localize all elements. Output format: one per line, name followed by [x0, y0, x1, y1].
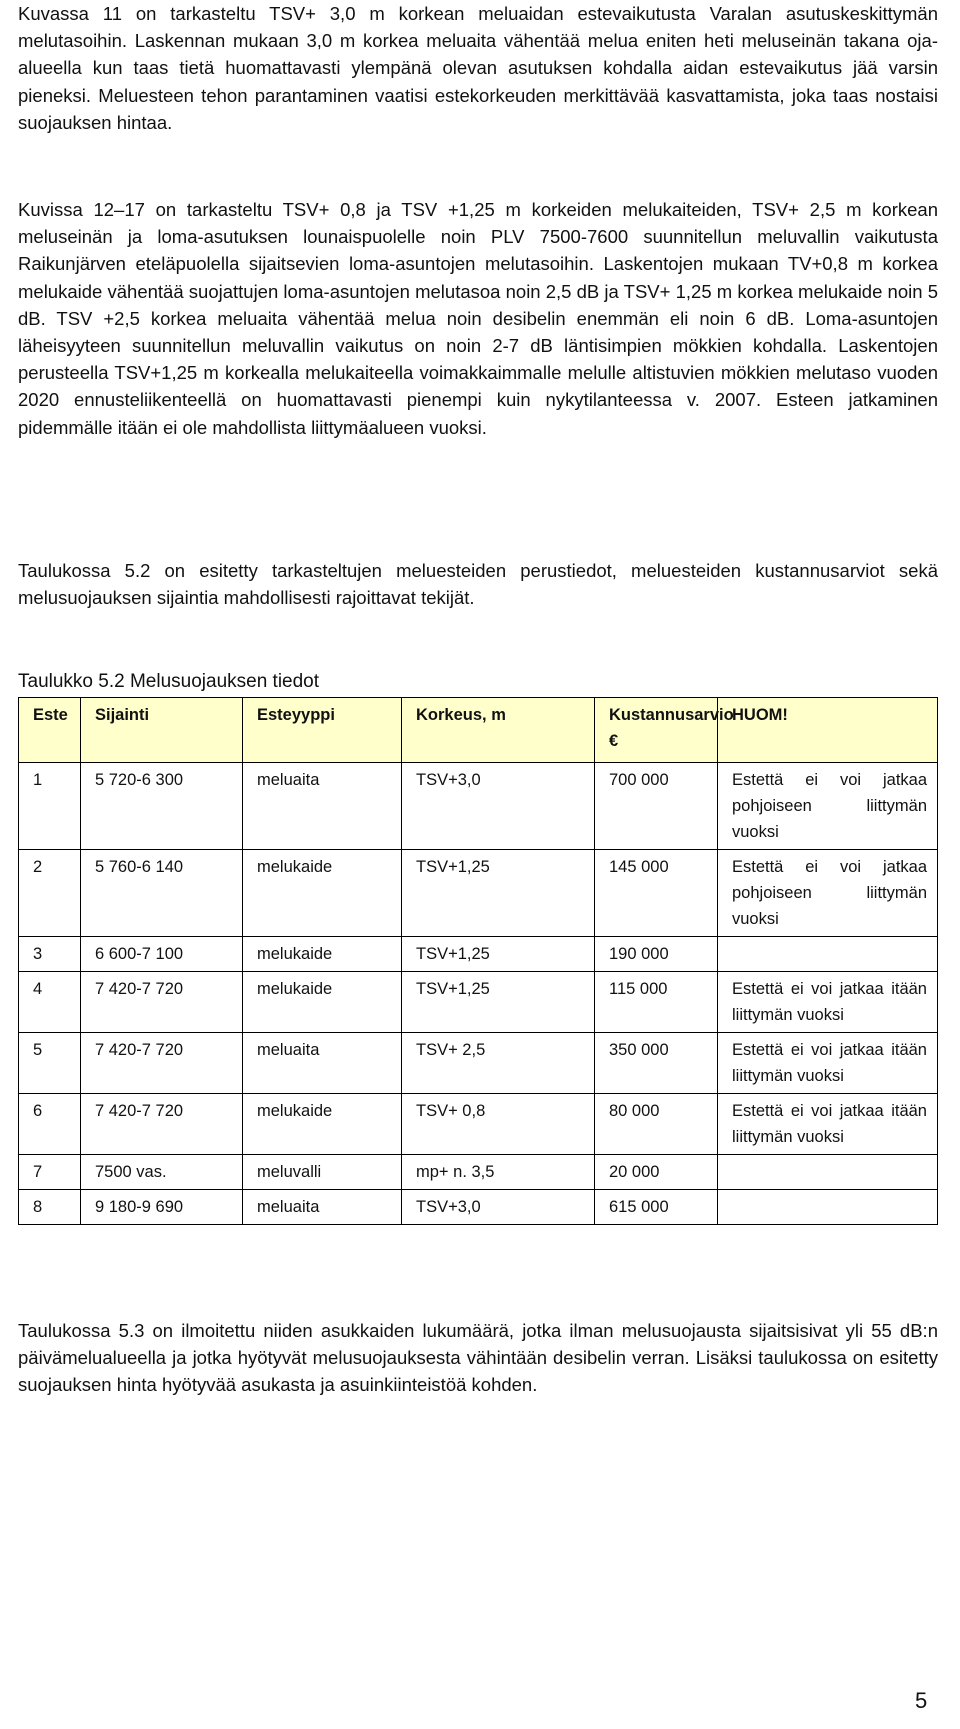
header-korkeus: Korkeus, m [402, 698, 595, 763]
header-huom: HUOM! [718, 698, 938, 763]
huom-text: Estettä ei voi jatkaa pohjoiseen liittymän vuoksi [732, 771, 927, 841]
cell-este: 1 [19, 763, 81, 850]
cell-este: 5 [19, 1033, 81, 1094]
cell-korkeus: TSV+ 2,5 [402, 1033, 595, 1094]
header-kustannusarvio-label: Kustannusarvio [609, 706, 734, 724]
table-caption: Taulukko 5.2 Melusuojauksen tiedot [18, 671, 320, 692]
cell-korkeus: mp+ n. 3,5 [402, 1155, 595, 1190]
table-row [19, 763, 938, 850]
cell-huom [718, 972, 938, 1033]
table-row [19, 972, 938, 1033]
cell-kustannusarvio: 80 000 [595, 1094, 718, 1155]
cell-kustannusarvio: 20 000 [595, 1155, 718, 1190]
paragraph-taulukossa-5-3: Taulukossa 5.3 on ilmoitettu niiden asukkaiden lukumäärä, jotka ilman melusuojausta sijaitsisivat yli 55 dB:n päivämelualueella ja jotka hyötyvät melusuojauksesta vähintään desibelin verran. Lisäksi taulukossa on esitetty suojauksen hinta hyötyvää asukasta ja asuinkiinteistöä kohden. [18, 1320, 938, 1396]
cell-este: 7 [19, 1155, 81, 1190]
table-row [19, 1094, 938, 1155]
cell-korkeus: TSV+3,0 [402, 763, 595, 850]
header-esteyyppi: Esteyyppi [243, 698, 402, 763]
cell-esteyyppi: melukaide [243, 1094, 402, 1155]
cell-este: 8 [19, 1190, 81, 1225]
cell-esteyyppi: meluaita [243, 763, 402, 850]
huom-text: Estettä ei voi jatkaa itään liittymän vuoksi [732, 1102, 927, 1146]
cell-este: 4 [19, 972, 81, 1033]
header-currency: € [609, 732, 619, 750]
cell-sijainti: 7 420-7 720 [81, 1033, 243, 1094]
cell-esteyyppi: melukaide [243, 850, 402, 937]
cell-huom [718, 1033, 938, 1094]
cell-korkeus: TSV+1,25 [402, 850, 595, 937]
table-row [19, 937, 938, 972]
table-row [19, 1033, 938, 1094]
cell-huom [718, 850, 938, 937]
cell-sijainti: 5 720-6 300 [81, 763, 243, 850]
cell-sijainti: 7 420-7 720 [81, 1094, 243, 1155]
table-row [19, 1155, 938, 1190]
cell-kustannusarvio: 350 000 [595, 1033, 718, 1094]
cell-esteyyppi: melukaide [243, 937, 402, 972]
cell-sijainti: 9 180-9 690 [81, 1190, 243, 1225]
cell-huom [718, 937, 938, 972]
cell-este: 6 [19, 1094, 81, 1155]
table-row [19, 850, 938, 937]
huom-text: Estettä ei voi jatkaa itään liittymän vuoksi [732, 1041, 927, 1085]
cell-kustannusarvio: 700 000 [595, 763, 718, 850]
cell-korkeus: TSV+1,25 [402, 937, 595, 972]
table-header-row [19, 698, 938, 763]
page-number: 5 [915, 1688, 928, 1713]
cell-korkeus: TSV+3,0 [402, 1190, 595, 1225]
table-row [19, 1190, 938, 1225]
cell-sijainti: 6 600-7 100 [81, 937, 243, 972]
paragraph-taulukossa-5-2: Taulukossa 5.2 on esitetty tarkasteltujen meluesteiden perustiedot, meluesteiden kustannusarviot sekä melusuojauksen sijaintia mahdollisesti rajoittavat tekijät. [18, 560, 938, 609]
paragraph-kuvissa-12-17: Kuvissa 12–17 on tarkasteltu TSV+ 0,8 ja TSV +1,25 m korkeiden melukaiteiden, TSV+ 2,5 m korkean meluseinän ja loma-asutuksen lounaispuolelle noin PLV 7500-7600 suunnitellun meluvallin vaikutusta Raikunjärven eteläpuolella sijaitsevien loma-asuntojen melutasoihin. Laskentojen mukaan TV+0,8 m korkea melukaide vähentää suojattujen loma-asuntojen melutasoa noin 2,5 dB ja TSV+ 1,25 m korkea melukaide noin 5 dB. TSV +2,5 korkea meluaita vähentää melua noin desibelin enemmän eli noin 6 dB. Loma-asuntojen läheisyyteen suunnitellun meluvallin vaikutus on noin 2-7 dB läntisimpien mökkien kohdalla. Laskentojen perusteella TSV+1,25 m korkealla melukaiteella voimakkaimmalle melulle altistuvien mökkien melutaso vuoden 2020 ennusteliikenteellä on huomattavasti pienempi kuin nykytilanteessa v. 2007. Esteen jatkaminen pidemmälle itään ei ole mahdollista liittymäalueen vuoksi. [18, 199, 938, 438]
cell-este: 2 [19, 850, 81, 937]
cell-kustannusarvio: 615 000 [595, 1190, 718, 1225]
cell-huom [718, 1190, 938, 1225]
cell-esteyyppi: meluaita [243, 1033, 402, 1094]
header-sijainti: Sijainti [81, 698, 243, 763]
cell-huom [718, 763, 938, 850]
cell-huom [718, 1094, 938, 1155]
header-kustannusarvio [595, 698, 734, 763]
cell-sijainti: 7500 vas. [81, 1155, 243, 1190]
cell-kustannusarvio: 190 000 [595, 937, 718, 972]
cell-korkeus: TSV+ 0,8 [402, 1094, 595, 1155]
cell-esteyyppi: meluaita [243, 1190, 402, 1225]
table-body [19, 763, 938, 1225]
cell-esteyyppi: melukaide [243, 972, 402, 1033]
cell-este: 3 [19, 937, 81, 972]
cell-sijainti: 7 420-7 720 [81, 972, 243, 1033]
cell-kustannusarvio: 115 000 [595, 972, 718, 1033]
cell-kustannusarvio: 145 000 [595, 850, 718, 937]
melusuojaus-table [18, 697, 938, 1225]
paragraph-kuvassa-11: Kuvassa 11 on tarkasteltu TSV+ 3,0 m korkean meluaidan estevaikutusta Varalan asutuskeskittymän melutasoihin. Laskennan mukaan 3,0 m korkea meluaita vähentää melua eniten heti meluseinän takana oja-alueella kun taas tietä huomattavasti ylempänä olevan asutuksen kohdalla aidan estevaikutus jää varsin pieneksi. Meluesteen tehon parantaminen vaatisi estekorkeuden merkittävää kasvattamista, joka taas nostaisi suojauksen hintaa. [18, 3, 938, 133]
huom-text: Estettä ei voi jatkaa itään liittymän vuoksi [732, 980, 927, 1024]
huom-text: Estettä ei voi jatkaa pohjoiseen liittymän vuoksi [732, 858, 927, 928]
cell-huom [718, 1155, 938, 1190]
cell-korkeus: TSV+1,25 [402, 972, 595, 1033]
header-este: Este [19, 698, 81, 763]
cell-sijainti: 5 760-6 140 [81, 850, 243, 937]
cell-esteyyppi: meluvalli [243, 1155, 402, 1190]
